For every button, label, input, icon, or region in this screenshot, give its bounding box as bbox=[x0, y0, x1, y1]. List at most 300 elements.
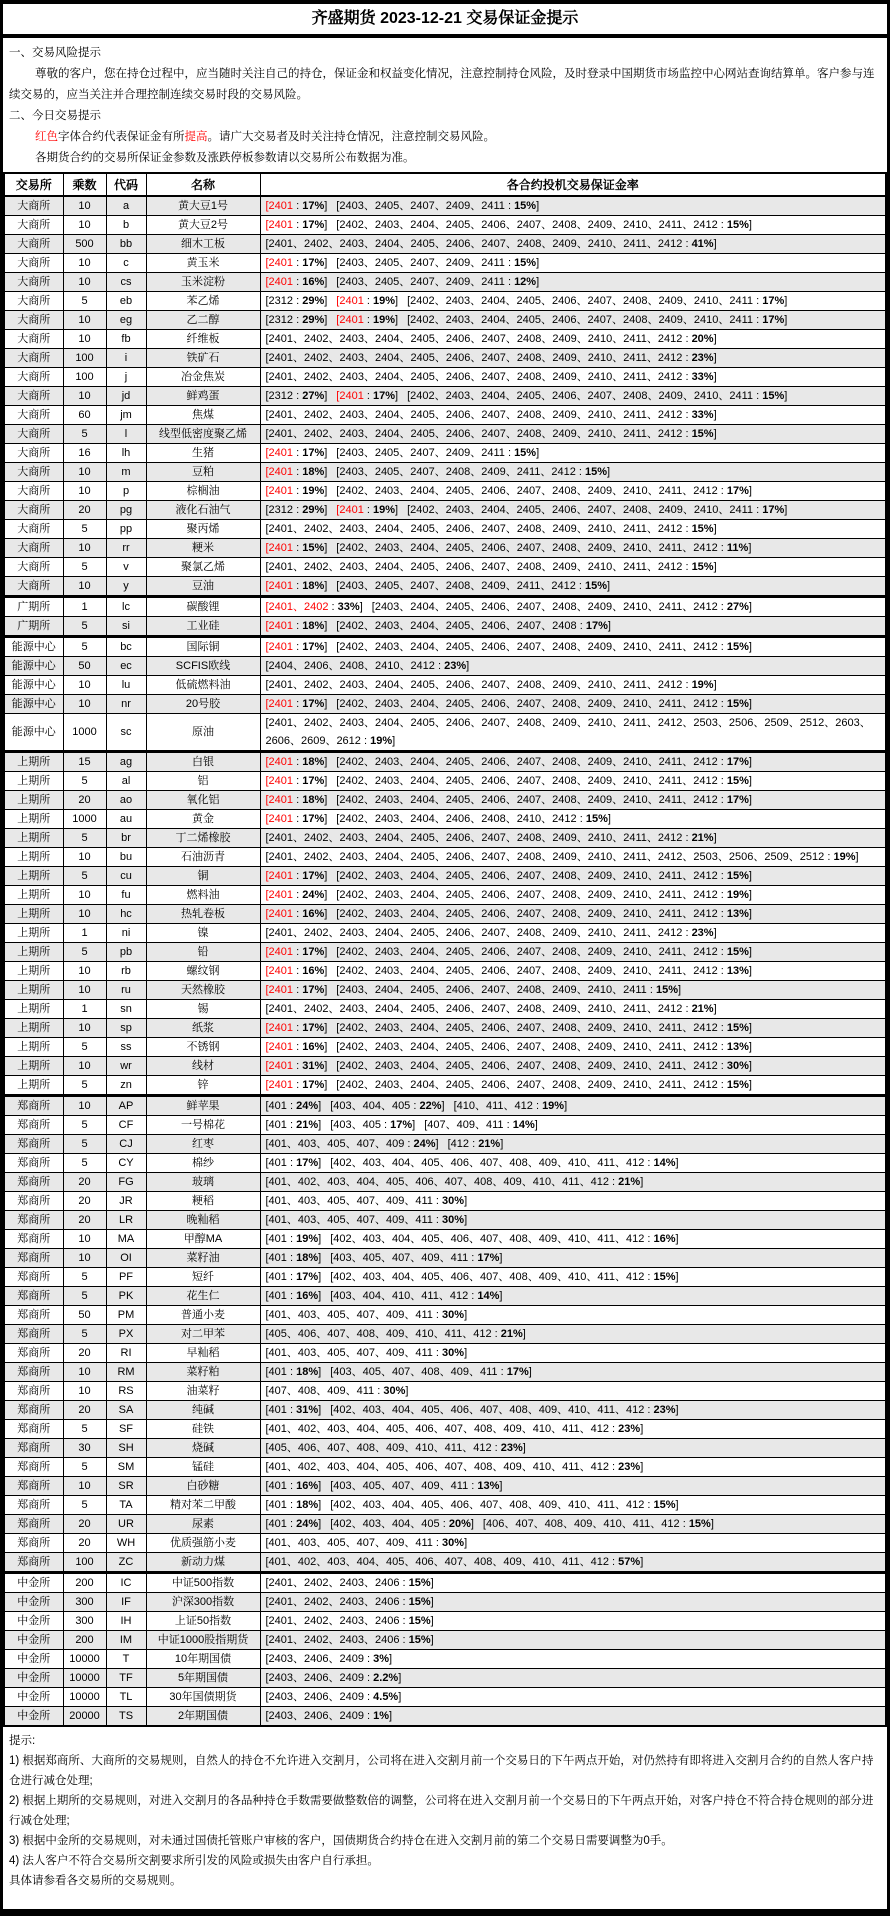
margin-group: [2401、2402、2403、2406 : 15%] bbox=[265, 1577, 434, 1589]
margin-rate: 27% bbox=[302, 390, 325, 402]
margin-rates-cell bbox=[260, 1573, 886, 1593]
name-cell: 豆油 bbox=[146, 577, 260, 597]
contract-list: [2401 bbox=[265, 542, 294, 554]
name-cell: 氧化铝 bbox=[146, 791, 260, 810]
margin-group: [2401、2402、2403、2404、2405、2406、2407、2408、2409、2410、2411、2412 : 21%] bbox=[265, 1003, 717, 1015]
contract-list: [403、405、407、409、411 bbox=[330, 1252, 469, 1264]
margin-group: [2403、2405、2407、2408、2409、2411、2412 : 15%] bbox=[336, 580, 611, 592]
multiplier-cell: 20 bbox=[63, 1515, 106, 1534]
code-cell: PF bbox=[106, 1268, 146, 1287]
table-row bbox=[4, 1306, 886, 1325]
margin-rate: 33% bbox=[691, 371, 714, 383]
multiplier-cell: 10000 bbox=[63, 1688, 106, 1707]
multiplier-cell: 30 bbox=[63, 1439, 106, 1458]
margin-rates-cell bbox=[260, 1439, 886, 1458]
multiplier-cell: 20 bbox=[63, 791, 106, 810]
multiplier-cell: 5 bbox=[63, 558, 106, 577]
table-row bbox=[4, 330, 886, 349]
contract-list: [2402、2403、2404、2405、2406、2407、2408、2409、2410、2411、2412 bbox=[336, 219, 718, 231]
table-row bbox=[4, 676, 886, 695]
margin-rate: 16% bbox=[302, 965, 325, 977]
margin-group: [2403、2406、2409 : 4.5%] bbox=[265, 1691, 402, 1703]
name-cell: SCFIS欧线 bbox=[146, 657, 260, 676]
multiplier-cell: 5 bbox=[63, 617, 106, 637]
multiplier-cell: 16 bbox=[63, 444, 106, 463]
margin-group: [2402、2403、2404、2405、2406、2407、2408、2409、2410、2411 : 15%] bbox=[407, 390, 788, 402]
multiplier-cell: 10 bbox=[63, 273, 106, 292]
exchange-cell: 郑商所 bbox=[4, 1154, 63, 1173]
table-row bbox=[4, 387, 886, 406]
margin-group: [2401、2402、2403、2404、2405、2406、2407、2408、2409、2410、2411、2412 : 15%] bbox=[265, 428, 717, 440]
table-row bbox=[4, 1496, 886, 1515]
margin-rates-cell bbox=[260, 216, 886, 235]
exchange-cell: 大商所 bbox=[4, 292, 63, 311]
table-row bbox=[4, 1593, 886, 1612]
exchange-cell: 郑商所 bbox=[4, 1249, 63, 1268]
multiplier-cell: 10 bbox=[63, 482, 106, 501]
margin-group: [2402、2403、2404、2405、2406、2407、2408、2409、2410、2411 : 17%] bbox=[407, 504, 788, 516]
margin-rates-cell bbox=[260, 1707, 886, 1727]
margin-rates-cell bbox=[260, 637, 886, 657]
margin-rate: 19% bbox=[370, 735, 393, 747]
name-cell: 不锈钢 bbox=[146, 1038, 260, 1057]
margin-group: [2401、2402、2403、2406 : 15%] bbox=[265, 1615, 434, 1627]
name-cell: 线材 bbox=[146, 1057, 260, 1076]
contract-list: [401、402、403、404、405、406、407、408、409、410、411、412 bbox=[265, 1423, 609, 1435]
code-cell: LR bbox=[106, 1211, 146, 1230]
contract-list: [2401 bbox=[265, 813, 294, 825]
margin-rate: 23% bbox=[691, 352, 714, 364]
margin-table bbox=[3, 172, 887, 1727]
margin-rates-cell bbox=[260, 1688, 886, 1707]
table-row bbox=[4, 752, 886, 772]
code-cell: lu bbox=[106, 676, 146, 695]
margin-group: [2401、2402、2403、2404、2405、2406、2407、2408、2409、2410、2411、2412、2503、2506、2509、2512、2603、2606、2609、2612 : 19%] bbox=[265, 717, 871, 747]
name-cell: 普通小麦 bbox=[146, 1306, 260, 1325]
name-cell: 原油 bbox=[146, 714, 260, 752]
name-cell: 工业硅 bbox=[146, 617, 260, 637]
contract-list: [401、403、405、407、409、411 bbox=[265, 1195, 433, 1207]
margin-group: [2401、2402、2403、2404、2405、2406、2407、2408、2409、2410、2411、2412 : 19%] bbox=[265, 679, 717, 691]
exchange-cell: 大商所 bbox=[4, 463, 63, 482]
multiplier-cell: 1 bbox=[63, 924, 106, 943]
code-cell: JR bbox=[106, 1192, 146, 1211]
code-cell: IC bbox=[106, 1573, 146, 1593]
contract-list: [2401、2402、2403、2404、2405、2406、2407、2408、2409、2410、2411、2412 bbox=[265, 927, 683, 939]
code-cell: wr bbox=[106, 1057, 146, 1076]
name-cell: 黄大豆2号 bbox=[146, 216, 260, 235]
multiplier-cell: 5 bbox=[63, 1268, 106, 1287]
contract-list: [2401 bbox=[265, 485, 294, 497]
margin-rate: 20% bbox=[691, 333, 714, 345]
margin-group: [2401 : 17%] bbox=[265, 813, 328, 825]
multiplier-cell: 20 bbox=[63, 1401, 106, 1420]
exchange-cell: 中金所 bbox=[4, 1688, 63, 1707]
margin-group: [2402、2403、2404、2405、2406、2407、2408、2409、2410、2411 : 17%] bbox=[407, 314, 788, 326]
contract-list: [2401、2402、2403、2404、2405、2406、2407、2408、2409、2410、2411、2412 bbox=[265, 428, 683, 440]
margin-group: [2401、2402、2403、2404、2405、2406、2407、2408、2409、2410、2411、2412 : 23%] bbox=[265, 927, 717, 939]
code-cell: b bbox=[106, 216, 146, 235]
margin-rate: 20% bbox=[448, 1518, 471, 1530]
margin-rate: 24% bbox=[302, 889, 325, 901]
contract-list: [401 bbox=[265, 1366, 287, 1378]
multiplier-cell: 100 bbox=[63, 1553, 106, 1573]
table-row bbox=[4, 292, 886, 311]
exchange-cell: 上期所 bbox=[4, 752, 63, 772]
name-cell: 锌 bbox=[146, 1076, 260, 1096]
margin-group: [406、407、408、409、410、411、412 : 15%] bbox=[482, 1518, 714, 1530]
margin-group: [2401 : 19%] bbox=[336, 314, 399, 326]
contract-list: [2401 bbox=[265, 620, 294, 632]
margin-group: [2401 : 17%] bbox=[265, 870, 328, 882]
margin-group: [2403、2406、2409 : 2.2%] bbox=[265, 1672, 402, 1684]
name-cell: 丁二烯橡胶 bbox=[146, 829, 260, 848]
table-row bbox=[4, 1287, 886, 1306]
margin-group: [2401 : 18%] bbox=[265, 466, 328, 478]
margin-rates-cell bbox=[260, 867, 886, 886]
intro-section bbox=[3, 38, 887, 172]
margin-rate: 19% bbox=[691, 679, 714, 691]
margin-rates-cell bbox=[260, 1076, 886, 1096]
margin-group: [2401 : 17%] bbox=[265, 200, 328, 212]
multiplier-cell: 20 bbox=[63, 1534, 106, 1553]
name-cell: 天然橡胶 bbox=[146, 981, 260, 1000]
table-row bbox=[4, 1573, 886, 1593]
code-cell: j bbox=[106, 368, 146, 387]
exchange-cell: 大商所 bbox=[4, 349, 63, 368]
name-cell: 精对苯二甲酸 bbox=[146, 1496, 260, 1515]
margin-group: [412 : 21%] bbox=[447, 1138, 504, 1150]
margin-rates-cell bbox=[260, 1496, 886, 1515]
margin-rates-cell bbox=[260, 444, 886, 463]
margin-rate: 15% bbox=[726, 1022, 749, 1034]
multiplier-cell: 100 bbox=[63, 349, 106, 368]
margin-group: [2401 : 24%] bbox=[265, 889, 328, 901]
contract-list: [2403、2405、2407、2408、2409、2411、2412 bbox=[336, 466, 576, 478]
margin-rates-cell bbox=[260, 292, 886, 311]
margin-rates-cell bbox=[260, 1154, 886, 1173]
margin-rate: 17% bbox=[302, 447, 325, 459]
table-row bbox=[4, 1268, 886, 1287]
margin-rate: 14% bbox=[512, 1119, 535, 1131]
contract-list: [2401 bbox=[265, 276, 294, 288]
margin-group: [2401 : 18%] bbox=[265, 580, 328, 592]
contract-list: [2403、2405、2407、2409、2411 bbox=[336, 200, 505, 212]
margin-group: [403、404、410、411、412 : 14%] bbox=[330, 1290, 503, 1302]
table-row bbox=[4, 1344, 886, 1363]
margin-group: [2401 : 19%] bbox=[336, 504, 399, 516]
margin-rate: 19% bbox=[542, 1100, 565, 1112]
table-row bbox=[4, 1173, 886, 1192]
exchange-cell: 大商所 bbox=[4, 520, 63, 539]
margin-rate: 30% bbox=[383, 1385, 406, 1397]
contract-list: [2312 bbox=[265, 314, 294, 326]
contract-list: [401、403、405、407、409 bbox=[265, 1138, 405, 1150]
margin-group: [2312 : 29%] bbox=[265, 295, 328, 307]
margin-rates-cell bbox=[260, 558, 886, 577]
margin-group: [2401、2402、2403、2404、2405、2406、2407、2408、2409、2410、2411、2412 : 15%] bbox=[265, 523, 717, 535]
margin-group: [2401 : 17%] bbox=[265, 1022, 328, 1034]
margin-group: [2402、2403、2404、2405、2406、2407、2408、2409、2410、2411、2412 : 11%] bbox=[336, 542, 752, 554]
margin-rate: 15% bbox=[691, 428, 714, 440]
margin-group: [401 : 16%] bbox=[265, 1480, 322, 1492]
name-cell: 苯乙烯 bbox=[146, 292, 260, 311]
margin-group: [2401 : 18%] bbox=[265, 794, 328, 806]
margin-group: [2401 : 17%] bbox=[265, 1079, 328, 1091]
contract-list: [403、405、407、409、411 bbox=[330, 1480, 469, 1492]
code-cell: ss bbox=[106, 1038, 146, 1057]
margin-rate: 15% bbox=[585, 466, 608, 478]
contract-list: [401 bbox=[265, 1499, 287, 1511]
table-row bbox=[4, 216, 886, 235]
exchange-cell: 郑商所 bbox=[4, 1116, 63, 1135]
contract-list: [401、402、403、404、405、406、407、408、409、410、411、412 bbox=[265, 1176, 609, 1188]
red-keyword-color: 红色 bbox=[35, 131, 58, 143]
margin-rates-cell bbox=[260, 1192, 886, 1211]
margin-group: [403、405、407、408、409、411 : 17%] bbox=[330, 1366, 532, 1378]
contract-list: [2402、2403、2404、2405、2406、2407、2408、2409、2410、2411、2412 bbox=[336, 794, 718, 806]
table-row bbox=[4, 425, 886, 444]
exchange-cell: 郑商所 bbox=[4, 1401, 63, 1420]
margin-group: [402、403、404、405、406、407、408、409、410、411、412 : 15%] bbox=[330, 1271, 679, 1283]
name-cell: 铜 bbox=[146, 867, 260, 886]
table-row bbox=[4, 924, 886, 943]
table-row bbox=[4, 1439, 886, 1458]
code-cell: IM bbox=[106, 1631, 146, 1650]
contract-list: [2402、2403、2404、2405、2406、2407、2408、2409、2410、2411、2412 bbox=[336, 965, 718, 977]
contract-list: [401、403、405、407、409、411 bbox=[265, 1537, 433, 1549]
code-cell: a bbox=[106, 196, 146, 216]
multiplier-cell: 10000 bbox=[63, 1650, 106, 1669]
margin-rate: 17% bbox=[302, 698, 325, 710]
margin-rate: 15% bbox=[408, 1634, 431, 1646]
multiplier-cell: 5 bbox=[63, 1325, 106, 1344]
code-cell: CF bbox=[106, 1116, 146, 1135]
red-keyword-raised: 提高 bbox=[184, 131, 208, 143]
name-cell: 中证1000股指期货 bbox=[146, 1631, 260, 1650]
margin-rate: 18% bbox=[296, 1499, 319, 1511]
multiplier-cell: 10 bbox=[63, 1019, 106, 1038]
multiplier-cell: 10 bbox=[63, 1096, 106, 1116]
margin-group: [2401 : 17%] bbox=[265, 219, 328, 231]
exchange-cell: 郑商所 bbox=[4, 1287, 63, 1306]
margin-group: [2401 : 31%] bbox=[265, 1060, 328, 1072]
margin-rates-cell bbox=[260, 848, 886, 867]
margin-rate: 17% bbox=[302, 200, 325, 212]
margin-rates-cell bbox=[260, 1669, 886, 1688]
code-cell: si bbox=[106, 617, 146, 637]
margin-rate: 33% bbox=[691, 409, 714, 421]
code-cell: TF bbox=[106, 1669, 146, 1688]
exchange-cell: 上期所 bbox=[4, 1000, 63, 1019]
table-row bbox=[4, 1477, 886, 1496]
margin-rate: 17% bbox=[302, 1022, 325, 1034]
exchange-cell: 中金所 bbox=[4, 1573, 63, 1593]
exchange-cell: 大商所 bbox=[4, 539, 63, 558]
name-cell: 豆粕 bbox=[146, 463, 260, 482]
margin-rate: 15% bbox=[726, 641, 749, 653]
code-cell: ZC bbox=[106, 1553, 146, 1573]
today-line2: 各期货合约的交易所保证金参数及涨跌停板参数请以交易所公布数据为准。 bbox=[35, 152, 415, 164]
exchange-cell: 能源中心 bbox=[4, 714, 63, 752]
code-cell: v bbox=[106, 558, 146, 577]
margin-rate: 30% bbox=[442, 1537, 465, 1549]
table-row bbox=[4, 1135, 886, 1154]
code-cell: PK bbox=[106, 1287, 146, 1306]
margin-group: [2401、2402、2403、2404、2405、2406、2407、2408、2409、2410、2411、2412、2503、2506、2509、2512 : 19%] bbox=[265, 851, 859, 863]
margin-rates-cell bbox=[260, 791, 886, 810]
contract-list: [2402、2403、2404、2405、2406、2407、2408、2409、2410、2411、2412 bbox=[336, 946, 718, 958]
contract-list: [2403、2405、2407、2409、2411 bbox=[336, 276, 505, 288]
exchange-cell: 大商所 bbox=[4, 577, 63, 597]
multiplier-cell: 10 bbox=[63, 1477, 106, 1496]
contract-list: [2401 bbox=[265, 908, 294, 920]
margin-rate: 22% bbox=[419, 1100, 442, 1112]
table-row bbox=[4, 981, 886, 1000]
name-cell: 30年国债期货 bbox=[146, 1688, 260, 1707]
contract-list: [2403、2406、2409 bbox=[265, 1691, 364, 1703]
margin-rate: 18% bbox=[302, 794, 325, 806]
multiplier-cell: 10 bbox=[63, 905, 106, 924]
code-cell: SH bbox=[106, 1439, 146, 1458]
contract-list: [2402、2403、2404、2405、2406、2407、2408、2409、2410、2411、2412 bbox=[336, 485, 718, 497]
contract-list: [2402、2403、2404、2405、2406、2407、2408、2409、2410、2411、2412 bbox=[336, 641, 718, 653]
margin-rate: 41% bbox=[691, 238, 714, 250]
notes-list bbox=[9, 1751, 881, 1871]
table-row bbox=[4, 617, 886, 637]
multiplier-cell: 500 bbox=[63, 235, 106, 254]
table-row bbox=[4, 695, 886, 714]
risk-section-heading: 一、交易风险提示 bbox=[9, 47, 101, 59]
table-row bbox=[4, 577, 886, 597]
margin-group: [401 : 21%] bbox=[265, 1119, 322, 1131]
notes-heading: 提示: bbox=[9, 1735, 36, 1747]
margin-group: [401、403、405、407、409、411 : 30%] bbox=[265, 1309, 468, 1321]
code-cell: m bbox=[106, 463, 146, 482]
table-row bbox=[4, 1000, 886, 1019]
margin-group: [410、411、412 : 19%] bbox=[453, 1100, 568, 1112]
multiplier-cell: 5 bbox=[63, 1287, 106, 1306]
multiplier-cell: 1000 bbox=[63, 810, 106, 829]
note-item: 3) 根据中金所的交易规则，对未通过国债托管账户审核的客户，国债期货合约持仓在进入交割月前的第二个交易日需要调整为0手。 bbox=[9, 1835, 673, 1847]
margin-rate: 17% bbox=[302, 1079, 325, 1091]
exchange-cell: 郑商所 bbox=[4, 1173, 63, 1192]
margin-rates-cell bbox=[260, 1230, 886, 1249]
note-item: 2) 根据上期所的交易规则，对进入交割月的各品种持仓手数需要做整数倍的调整，公司将在进入交割月前一个交易日的下午两点开始，对客户持仓不符合持仓规则的部分进行减仓处理; bbox=[9, 1795, 874, 1827]
margin-rates-cell bbox=[260, 1057, 886, 1076]
margin-rate: 16% bbox=[296, 1480, 319, 1492]
table-row bbox=[4, 1325, 886, 1344]
margin-rate: 15% bbox=[726, 946, 749, 958]
multiplier-cell: 5 bbox=[63, 867, 106, 886]
contract-list: [2403、2404、2405、2406、2407、2408、2409、2410、2411 bbox=[336, 984, 647, 996]
col-header-exchange: 交易所 bbox=[4, 173, 63, 196]
table-row bbox=[4, 235, 886, 254]
contract-list: [2403、2406、2409 bbox=[265, 1672, 364, 1684]
margin-rates-cell bbox=[260, 772, 886, 791]
exchange-cell: 郑商所 bbox=[4, 1534, 63, 1553]
note-item: 1) 根据郑商所、大商所的交易规则，自然人的持仓不允许进入交割月，公司将在进入交割月前一个交易日的下午两点开始，对仍然持有即将进入交割月合约的自然人客户持仓进行减仓处理; bbox=[9, 1755, 874, 1787]
contract-list: [2402、2403、2404、2405、2406、2407、2408、2409、2410、2411、2412 bbox=[336, 1022, 718, 1034]
name-cell: 油菜籽 bbox=[146, 1382, 260, 1401]
margin-group: [2401、2402、2403、2404、2405、2406、2407、2408、2409、2410、2411、2412 : 23%] bbox=[265, 352, 717, 364]
multiplier-cell: 10 bbox=[63, 981, 106, 1000]
table-row bbox=[4, 714, 886, 752]
name-cell: 冶金焦炭 bbox=[146, 368, 260, 387]
exchange-cell: 郑商所 bbox=[4, 1363, 63, 1382]
margin-group: [2401 : 17%] bbox=[336, 390, 399, 402]
name-cell: 焦煤 bbox=[146, 406, 260, 425]
margin-rates-cell bbox=[260, 1650, 886, 1669]
exchange-cell: 大商所 bbox=[4, 558, 63, 577]
name-cell: 20号胶 bbox=[146, 695, 260, 714]
name-cell: 锰硅 bbox=[146, 1458, 260, 1477]
margin-rate: 17% bbox=[296, 1157, 319, 1169]
margin-group: [2401 : 18%] bbox=[265, 756, 328, 768]
exchange-cell: 郑商所 bbox=[4, 1135, 63, 1154]
multiplier-cell: 300 bbox=[63, 1612, 106, 1631]
margin-rates-cell bbox=[260, 1553, 886, 1573]
margin-rate: 18% bbox=[302, 466, 325, 478]
contract-list: [2401 bbox=[265, 1079, 294, 1091]
exchange-cell: 郑商所 bbox=[4, 1096, 63, 1116]
margin-rate: 15% bbox=[726, 1079, 749, 1091]
margin-group: [2401 : 17%] bbox=[265, 984, 328, 996]
exchange-cell: 上期所 bbox=[4, 1038, 63, 1057]
margin-rates-cell bbox=[260, 905, 886, 924]
exchange-cell: 中金所 bbox=[4, 1631, 63, 1650]
contract-list: [2402、2403、2404、2406、2408、2410、2412 bbox=[336, 813, 577, 825]
contract-list: [2401、2402、2403、2404、2405、2406、2407、2408、2409、2410、2411、2412 bbox=[265, 523, 683, 535]
margin-rate: 15% bbox=[726, 775, 749, 787]
margin-rate: 57% bbox=[618, 1556, 641, 1568]
margin-rates-cell bbox=[260, 695, 886, 714]
table-row bbox=[4, 1688, 886, 1707]
margin-rate: 21% bbox=[691, 832, 714, 844]
name-cell: 玉米淀粉 bbox=[146, 273, 260, 292]
margin-rate: 17% bbox=[302, 641, 325, 653]
contract-list: [2402、2403、2404、2405、2406、2407、2408、2409、2410、2411、2412 bbox=[336, 889, 718, 901]
exchange-cell: 上期所 bbox=[4, 810, 63, 829]
name-cell: 纯碱 bbox=[146, 1401, 260, 1420]
exchange-cell: 大商所 bbox=[4, 387, 63, 406]
table-row bbox=[4, 1458, 886, 1477]
name-cell: 黄玉米 bbox=[146, 254, 260, 273]
margin-group: [2402、2403、2404、2406、2408、2410、2412 : 15%] bbox=[336, 813, 611, 825]
code-cell: TA bbox=[106, 1496, 146, 1515]
code-cell: fb bbox=[106, 330, 146, 349]
margin-rates-cell bbox=[260, 1038, 886, 1057]
margin-rates-cell bbox=[260, 1211, 886, 1230]
margin-rate: 19% bbox=[373, 314, 396, 326]
margin-rates-cell bbox=[260, 1344, 886, 1363]
margin-rate: 21% bbox=[691, 1003, 714, 1015]
contract-list: [2401、2402、2403、2406 bbox=[265, 1577, 400, 1589]
margin-group: [2401 : 18%] bbox=[265, 620, 328, 632]
code-cell: ao bbox=[106, 791, 146, 810]
exchange-cell: 上期所 bbox=[4, 848, 63, 867]
code-cell: ru bbox=[106, 981, 146, 1000]
table-row bbox=[4, 1553, 886, 1573]
table-row bbox=[4, 1192, 886, 1211]
margin-rates-cell bbox=[260, 349, 886, 368]
margin-rate: 17% bbox=[762, 504, 785, 516]
code-cell: RM bbox=[106, 1363, 146, 1382]
today-line1-tail: 。请广大交易者及时关注持仓情况，注意控制交易风险。 bbox=[207, 131, 495, 143]
margin-rate: 17% bbox=[726, 794, 749, 806]
contract-list: [401 bbox=[265, 1233, 287, 1245]
margin-rates-cell bbox=[260, 1534, 886, 1553]
